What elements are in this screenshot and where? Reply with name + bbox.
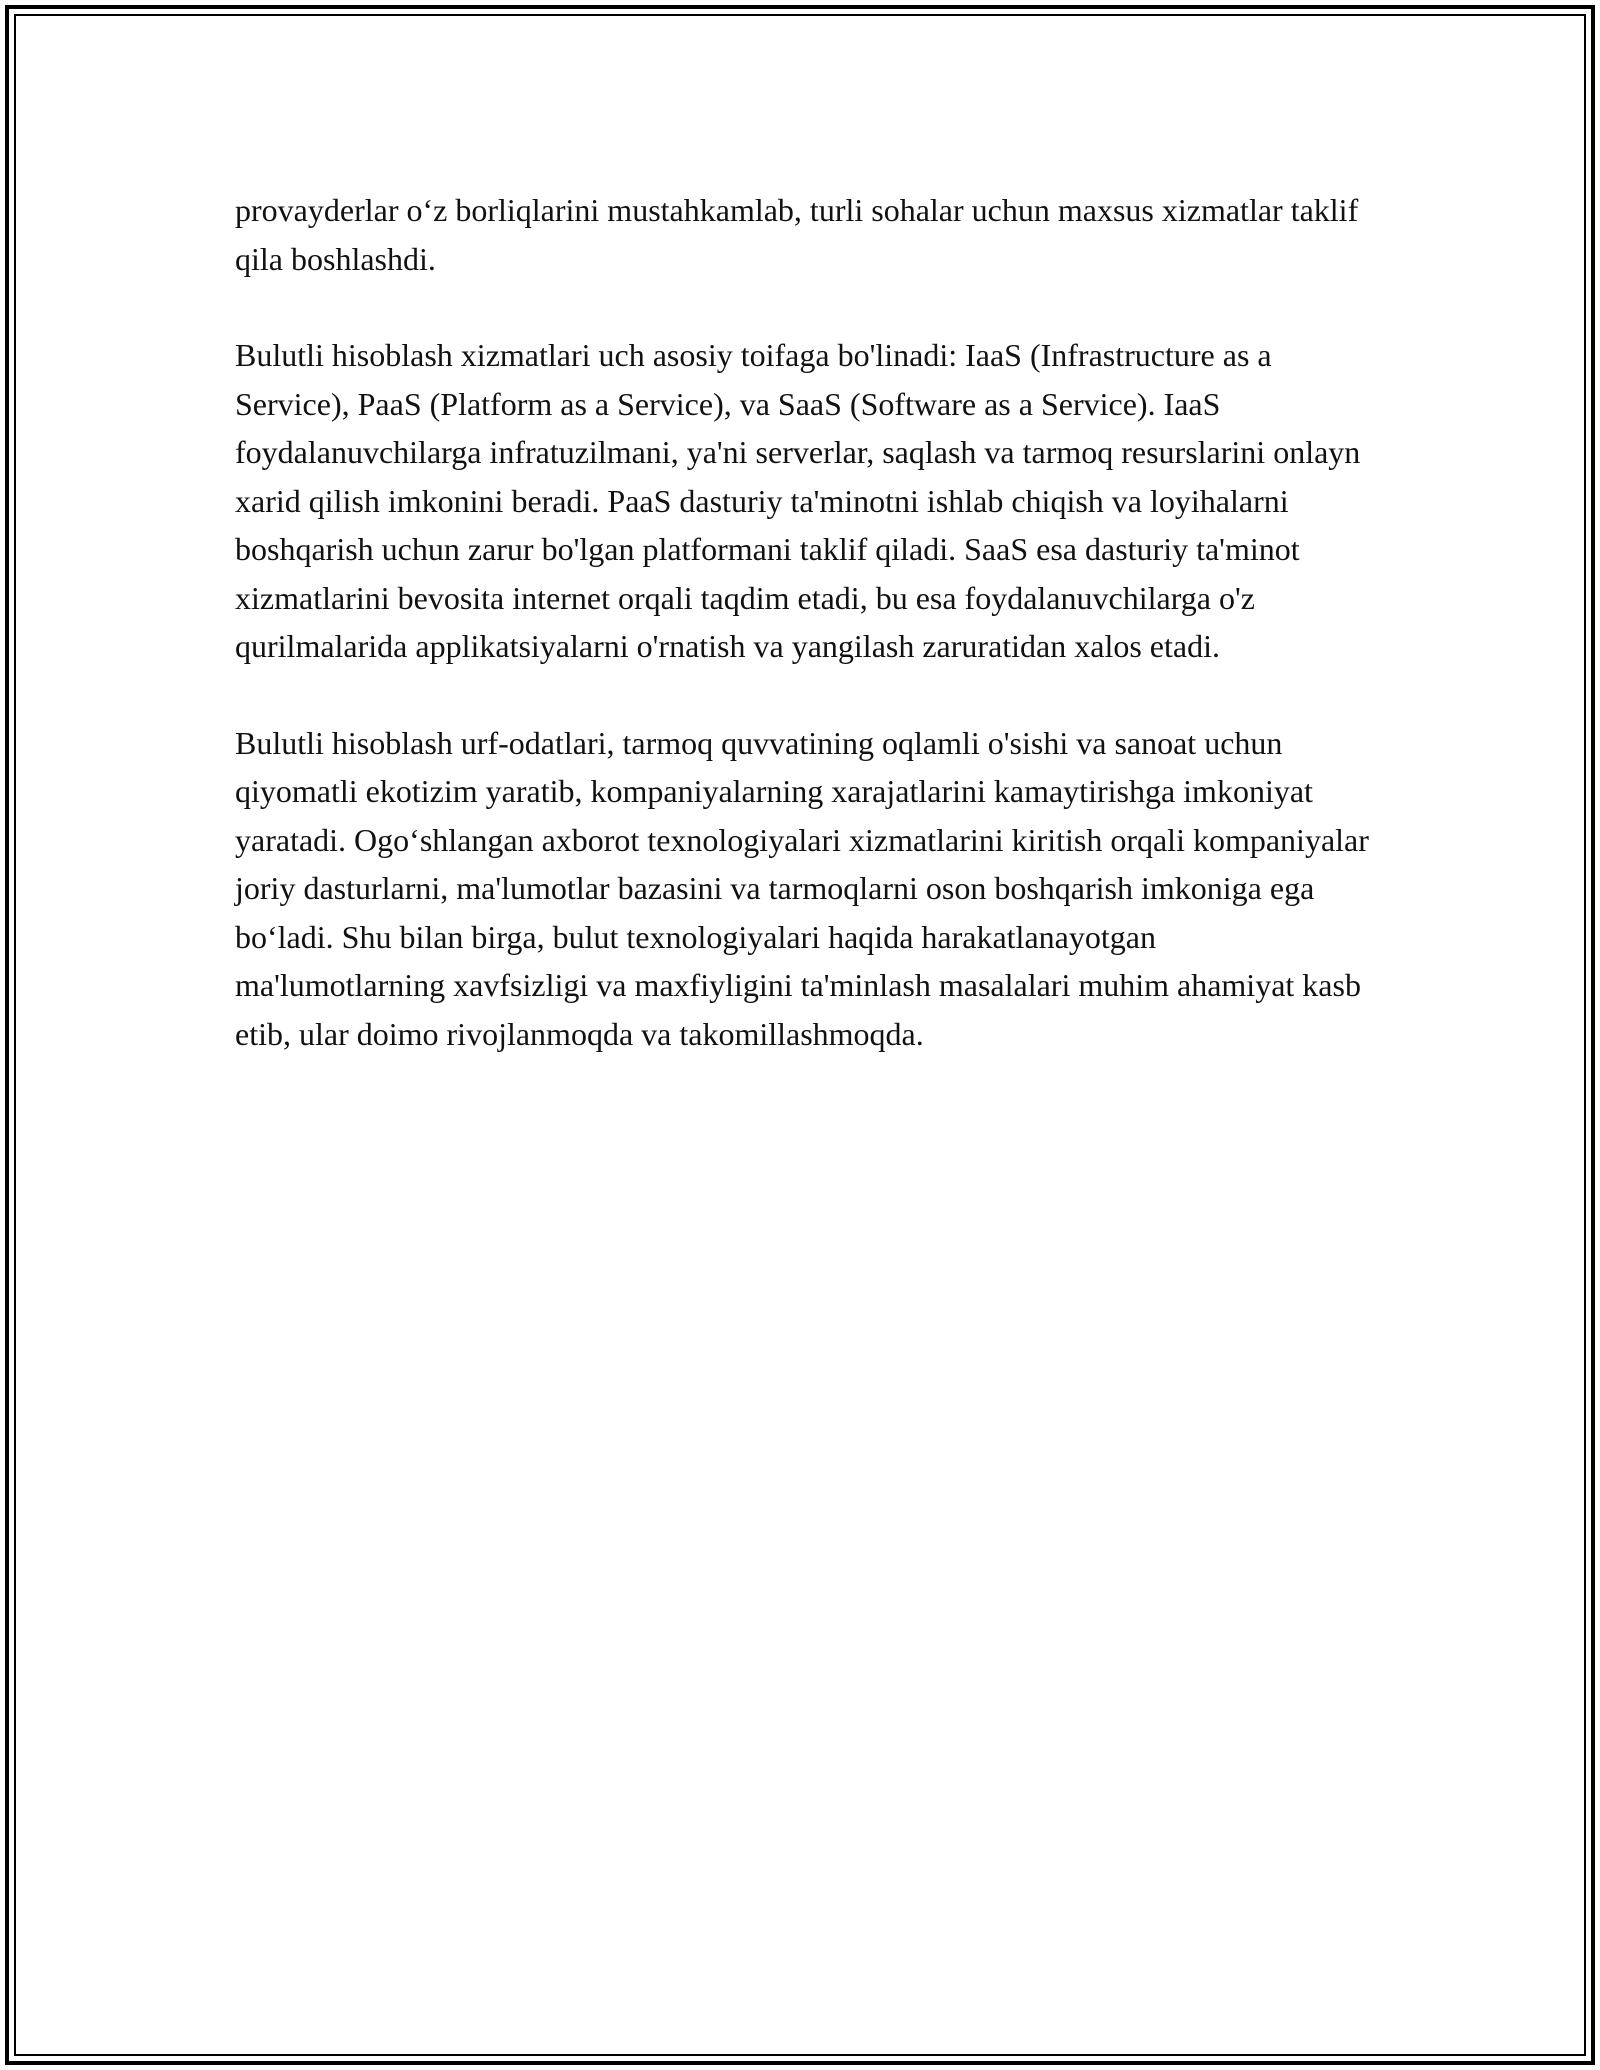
paragraph-provider-continuation: provayderlar o‘z borliqlarini mustahkamlab, turli sohalar uchun maxsus xizmatlar taklif qila boshlashdi. [235,192,1359,277]
document-body [235,186,1370,1106]
paragraph-cloud-benefits: Bulutli hisoblash urf-odatlari, tarmoq quvvatining oqlamli o'sishi va sanoat uchun qiyomatli ekotizim yaratib, kompaniyalarning xarajatlarini kamaytirishga imkoniyat yaratadi. Ogo‘shlangan axborot texnologiyalari xizmatlarini kiritish orqali kompaniyalar joriy dasturlarni, ma'lumotlar bazasini va tarmoqlarni oson boshqarish imkoniga ega bo‘ladi. Shu bilan birga, bulut texnologiyalari haqida harakatlanayotgan ma'lumotlarning xavfsizligi va maxfiyligini ta'minlash masalalari muhim ahamiyat kasb etib, ular doimo rivojlanmoqda va takomillashmoqda. [235,724,1369,1052]
paragraph-service-types: Bulutli hisoblash xizmatlari uch asosiy toifaga bo'linadi: IaaS (Infrastructure as a Service), PaaS (Platform as a Service), va SaaS (Software as a Service). IaaS foydalanuvchilarga infratuzilmani, ya'ni serverlar, saqlash va tarmoq resurslarini onlayn xarid qilish imkonini beradi. PaaS dasturiy ta'minotni ishlab chiqish va loyihalarni boshqarish uchun zarur bo'lgan platformani taklif qiladi. SaaS esa dasturiy ta'minot xizmatlarini bevosita internet orqali taqdim etadi, bu esa foydalanuvchilarga o'z qurilmalarida applikatsiyalarni o'rnatish va yangilash zaruratidan xalos etadi. [235,337,1361,664]
